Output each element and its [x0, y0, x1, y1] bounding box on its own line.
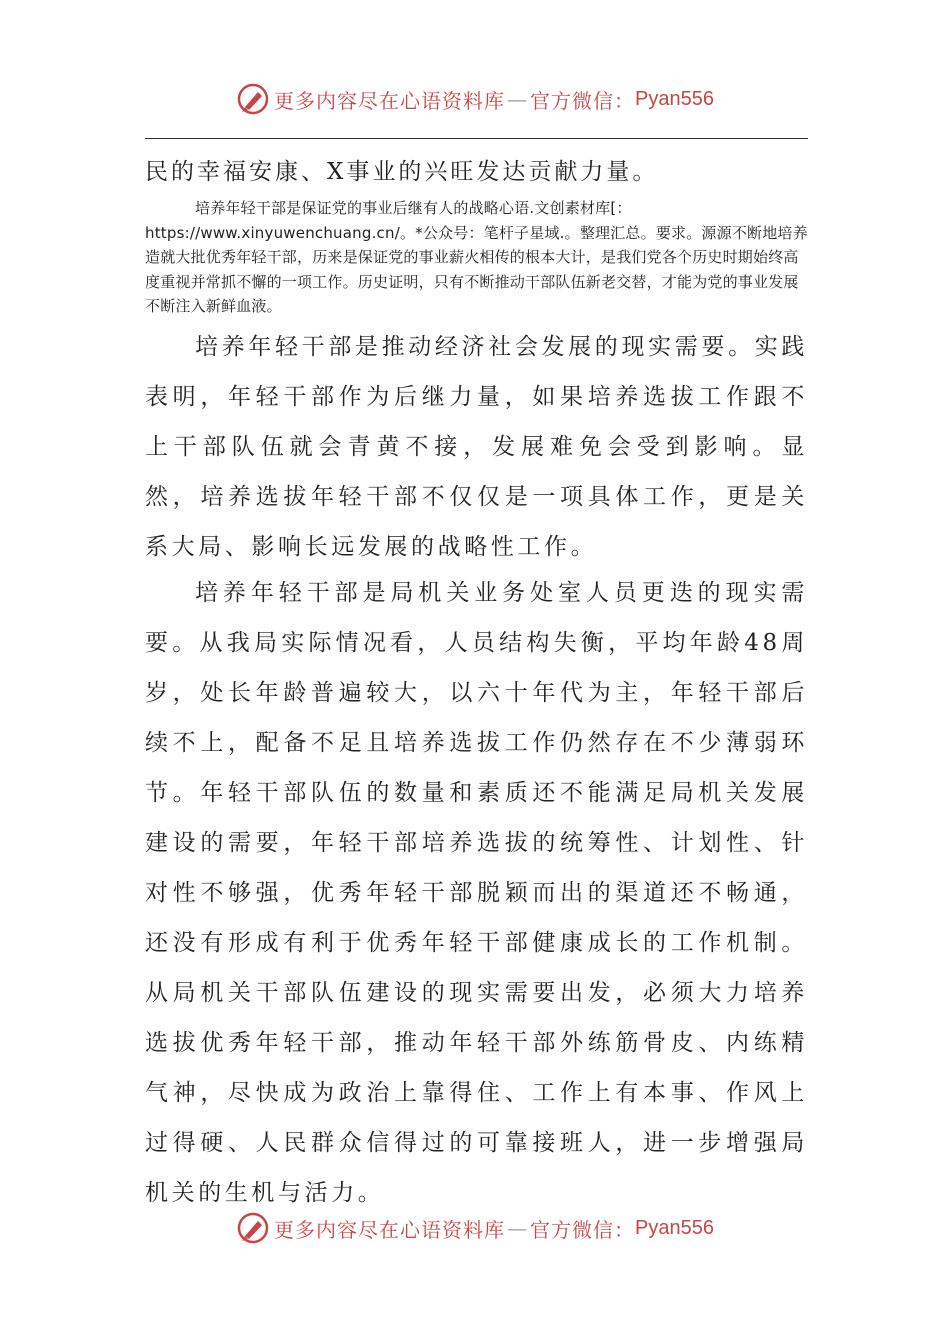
header-handle: Pyan556: [635, 87, 714, 110]
header-rule: [145, 138, 808, 139]
header-separator: —: [507, 87, 529, 111]
footer-channel: 官方微信：: [530, 1217, 636, 1242]
pen-nib-icon: [236, 1211, 270, 1245]
footer-separator: —: [507, 1216, 529, 1240]
footer-banner: [0, 1211, 950, 1245]
footer-brand: 更多内容尽在心语资料库: [274, 1217, 506, 1242]
footer-handle: Pyan556: [635, 1216, 714, 1239]
continued-line: 民的幸福安康、X事业的兴旺发达贡献力量。: [145, 159, 659, 185]
header-channel: 官方微信：: [530, 88, 636, 113]
inserted-note: 培养年轻干部是保证党的事业后继有人的战略心语.文创素材库[：https://www.xinyuwenchuang.cn/。*公众号：笔杆子星域.。整理汇总。要求。源源不断地培养造就大批优秀年轻干部，历来是保证党的事业薪火相传的根本大计，是我们党各个历史时期始终高度重视并常抓不懈的一项工作。历史证明，只有不断推动干部队伍新老交替，才能为党的事业发展不断注入新鲜血液。: [145, 199, 808, 315]
paragraph-2: 培养年轻干部是局机关业务处室人员更迭的现实需要。从我局实际情况看，人员结构失衡，平均年龄48周岁，处长年龄普遍较大，以六十年代为主，年轻干部后续不上，配备不足且培养选拔工作仍然存在不少薄弱环节。年轻干部队伍的数量和素质还不能满足局机关发展建设的需要，年轻干部培养选拔的统筹性、计划性、针对性不够强，优秀年轻干部脱颖而出的渠道还不畅通，还没有形成有利于优秀年轻干部健康成长的工作机制。从局机关干部队伍建设的现实需要出发，必须大力培养选拔优秀年轻干部，推动年轻干部外练筋骨皮、内练精气神，尽快成为政治上靠得住、工作上有本事、作风上过得硬、人民群众信得过的可靠接班人，进一步增强局机关的生机与活力。: [145, 580, 808, 1206]
pen-nib-icon: [236, 82, 270, 116]
paragraph-1: 培养年轻干部是推动经济社会发展的现实需要。实践表明，年轻干部作为后继力量，如果培养选拔工作跟不上干部队伍就会青黄不接，发展难免会受到影响。显然，培养选拔年轻干部不仅仅是一项具体工作，更是关系大局、影响长远发展的战略性工作。: [145, 334, 808, 560]
header-brand: 更多内容尽在心语资料库: [274, 88, 506, 113]
header-banner: [0, 82, 950, 116]
